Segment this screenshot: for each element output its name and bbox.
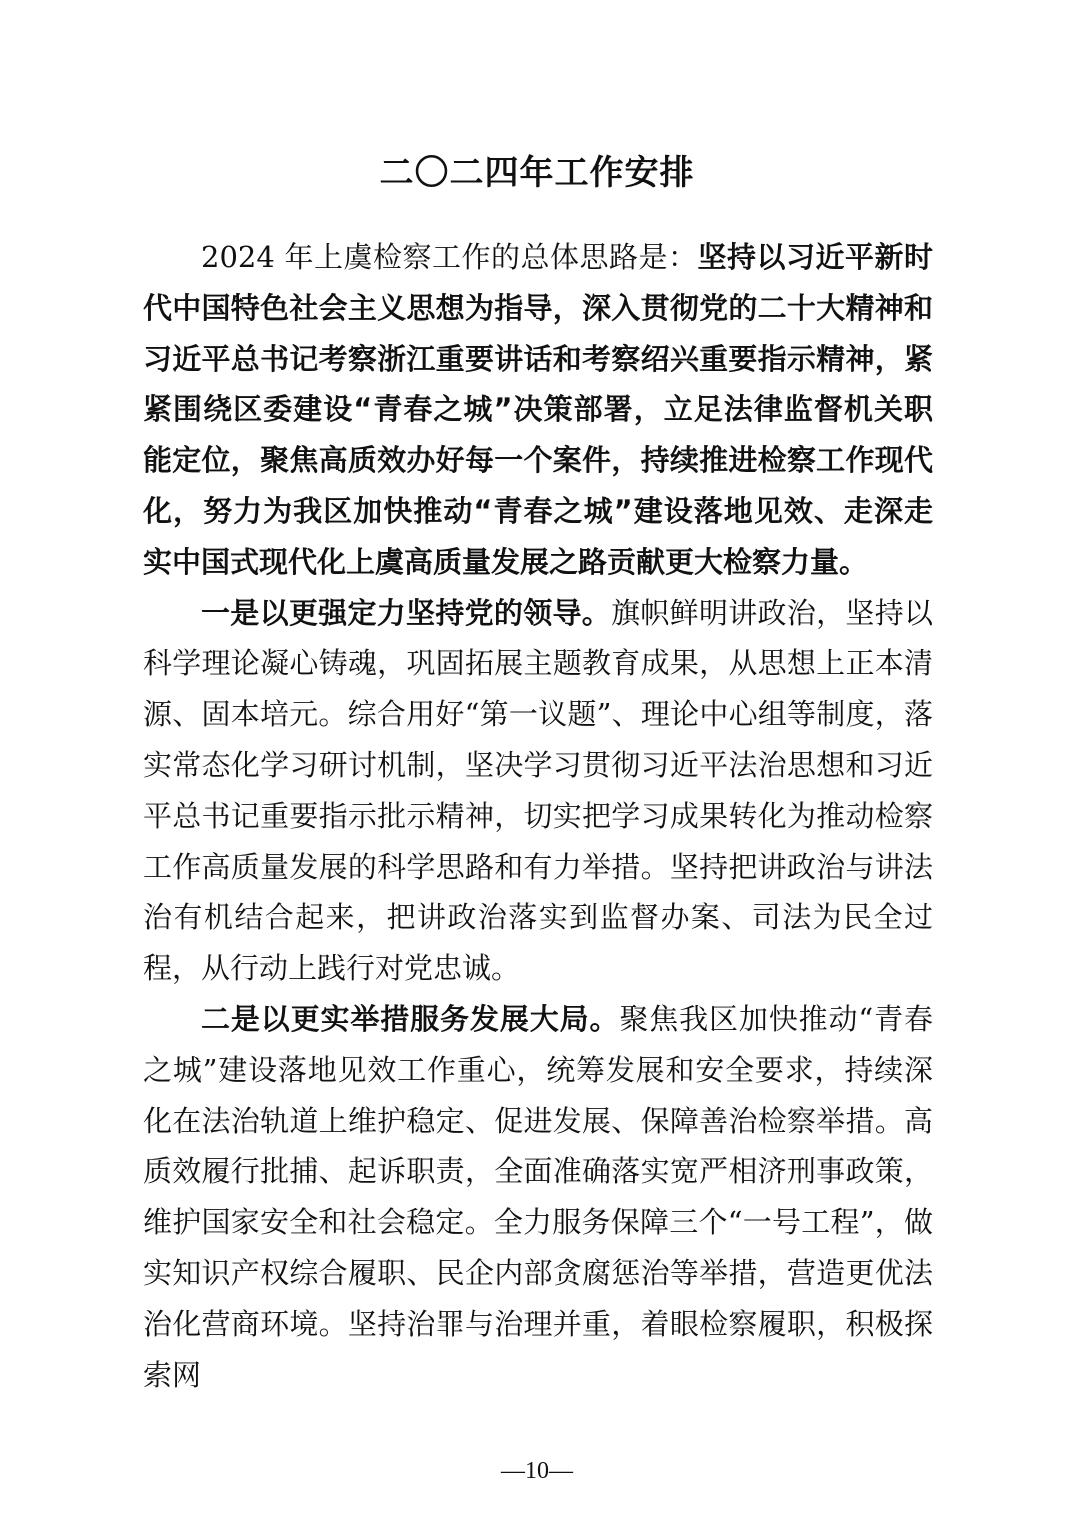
- paragraph-overall-approach: [143, 232, 933, 588]
- paragraph-body-text: 聚焦我区加快推动“青春之城”建设落地见效工作重心，统筹发展和安全要求，持续深化在法治轨道上维护稳定、促进发展、保障善治检察举措。高质效履行批捕、起诉职责，全面准确落实宽严相济刑事政策，维护国家安全和社会稳定。全力服务保障三个“一号工程”，做实知识产权综合履职、民企内部贪腐惩治等举措，营造更优法治化营商环境。坚持治罪与治理并重，着眼检察履职，积极探索网: [143, 1001, 933, 1392]
- paragraph-party-leadership: [143, 588, 933, 994]
- document-body: [143, 232, 933, 1400]
- paragraph-heading-text: 二是以更实举措服务发展大局。: [201, 1001, 620, 1036]
- page-number: —10—: [501, 1458, 573, 1484]
- paragraph-heading-text: 一是以更强定力坚持党的领导。: [201, 595, 612, 630]
- paragraph-lead-text: 2024 年上虞检察工作的总体思路是：: [201, 240, 698, 274]
- paragraph-body-text: 旗帜鲜明讲政治，坚持以科学理论凝心铸魂，巩固拓展主题教育成果，从思想上正本清源、固本培元。综合用好“第一议题”、理论中心组等制度，落实常态化学习研讨机制，坚决学习贯彻习近平法治思想和习近平总书记重要指示批示精神，切实把学习成果转化为推动检察工作高质量发展的科学思路和有力举措。坚持把讲政治与讲法治有机结合起来，把讲政治落实到监督办案、司法为民全过程，从行动上践行对党忠诚。: [143, 595, 933, 986]
- paragraph-bold-text: 坚持以习近平新时代中国特色社会主义思想为指导，深入贯彻党的二十大精神和习近平总书记考察浙江重要讲话和考察绍兴重要指示精神，紧紧围绕区委建设“青春之城”决策部署，立足法律监督机关职能定位，聚焦高质效办好每一个案件，持续推进检察工作现代化，努力为我区加快推动“青春之城”建设落地见效、走深走实中国式现代化上虞高质量发展之路贡献更大检察力量。: [143, 240, 933, 579]
- paragraph-serve-development: [143, 994, 933, 1400]
- document-title: 二〇二四年工作安排: [379, 153, 695, 193]
